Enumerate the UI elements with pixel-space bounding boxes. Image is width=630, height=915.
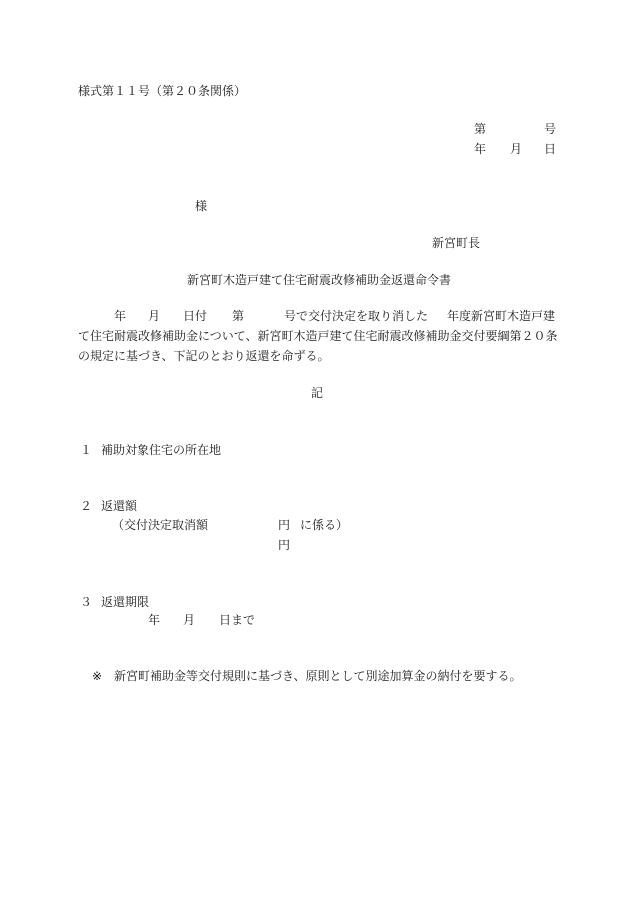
item-3-label: 返還期限	[101, 595, 150, 609]
item-2-kakaru: に係る）	[300, 518, 349, 532]
body-dai: 第	[232, 309, 245, 323]
item-3-nen: 年	[148, 613, 161, 627]
addressee-suffix: 様	[195, 199, 208, 213]
date-month: 月	[510, 142, 523, 156]
item-2-label: 返還額	[101, 499, 138, 513]
form-number: 様式第１１号（第２０条関係）	[78, 84, 247, 98]
issuer: 新宮町長	[432, 236, 481, 250]
body-nendo: 年度新宮町木造戸建	[447, 309, 556, 323]
date-year: 年	[474, 142, 487, 156]
body-go: 号で交付決定を取り消した	[284, 309, 429, 323]
note-text: 新宮町補助金等交付規則に基づき、原則として別途加算金の納付を要する。	[114, 669, 522, 683]
item-3-made: 日まで	[219, 613, 256, 627]
item-1-label: 補助対象住宅の所在地	[101, 443, 222, 457]
date-day: 日	[544, 142, 557, 156]
doc-number-go: 号	[544, 122, 557, 136]
item-2-number: ２	[80, 499, 93, 513]
document-title: 新宮町木造戸建て住宅耐震改修補助金返還命令書	[187, 273, 452, 287]
note-mark: ※	[92, 669, 103, 683]
item-2-sub-label: （交付決定取消額	[112, 518, 209, 532]
body-tsuki: 月	[148, 309, 161, 323]
body-nen: 年	[114, 309, 127, 323]
doc-number-dai: 第	[474, 122, 487, 136]
ki-heading: 記	[311, 386, 324, 400]
item-3-tsuki: 月	[183, 613, 196, 627]
item-3-number: ３	[80, 595, 93, 609]
body-line-3: の規定に基づき、下記のとおり返還を命ずる。	[78, 349, 330, 363]
item-2-yen-2: 円	[278, 538, 291, 552]
body-hizuke: 日付	[183, 309, 208, 323]
item-1-number: １	[80, 443, 93, 457]
body-line-2: て住宅耐震改修補助金について、新宮町木造戸建て住宅耐震改修補助金交付要綱第２０条	[78, 329, 558, 343]
item-2-yen-1: 円	[278, 518, 291, 532]
